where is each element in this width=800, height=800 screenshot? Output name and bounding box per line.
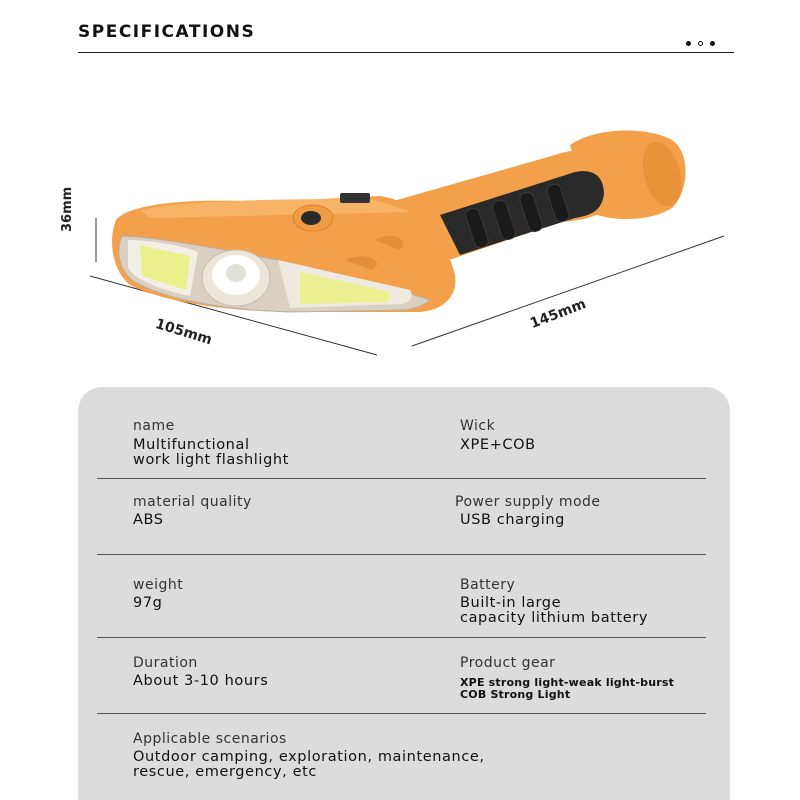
dot-icon bbox=[710, 41, 715, 46]
name-value bbox=[133, 438, 289, 468]
power-supply-value: USB charging bbox=[460, 512, 565, 528]
applicable-scenarios-value-line1: Outdoor camping, exploration, maintenance, bbox=[133, 749, 485, 765]
row-divider bbox=[97, 713, 706, 714]
applicable-scenarios-label: Applicable scenarios bbox=[133, 731, 287, 747]
dot-active-icon bbox=[698, 41, 703, 46]
wick-label: Wick bbox=[460, 418, 496, 434]
battery-value bbox=[460, 596, 648, 626]
weight-label: weight bbox=[133, 577, 184, 593]
row-divider bbox=[97, 637, 706, 638]
product-gear-value bbox=[460, 677, 674, 701]
height-dimension-label: 36mm bbox=[60, 186, 75, 232]
dot-icon bbox=[686, 41, 691, 46]
product-gear-label: Product gear bbox=[460, 655, 556, 671]
weight-value: 97g bbox=[133, 595, 163, 611]
name-label: name bbox=[133, 418, 175, 434]
row-divider bbox=[97, 478, 706, 479]
applicable-scenarios-value bbox=[133, 750, 485, 780]
material-label: material quality bbox=[133, 494, 252, 510]
flashlight-illustration bbox=[0, 90, 800, 380]
page-title: SPECIFICATIONS bbox=[78, 22, 256, 42]
page-dots-indicator bbox=[686, 41, 715, 46]
row-divider bbox=[97, 554, 706, 555]
applicable-scenarios-value-line2: rescue, emergency, etc bbox=[133, 764, 317, 780]
header-divider bbox=[78, 52, 734, 53]
battery-value-line2: capacity lithium battery bbox=[460, 610, 649, 626]
width-dimension-label: 105mm bbox=[153, 316, 214, 349]
product-gear-value-line1: XPE strong light-weak light-burst bbox=[460, 676, 675, 689]
name-value-line1: Multifunctional bbox=[133, 437, 250, 453]
wick-value: XPE+COB bbox=[460, 437, 536, 453]
duration-label: Duration bbox=[133, 655, 198, 671]
material-value: ABS bbox=[133, 512, 164, 528]
battery-value-line1: Built-in large bbox=[460, 595, 562, 611]
name-value-line2: work light flashlight bbox=[133, 452, 289, 468]
product-gear-value-line2: COB Strong Light bbox=[460, 688, 571, 701]
duration-value: About 3-10 hours bbox=[133, 673, 269, 689]
power-supply-label: Power supply mode bbox=[455, 494, 601, 510]
charge-port bbox=[340, 193, 370, 203]
length-dimension-label: 145mm bbox=[528, 296, 589, 332]
battery-label: Battery bbox=[460, 577, 516, 593]
